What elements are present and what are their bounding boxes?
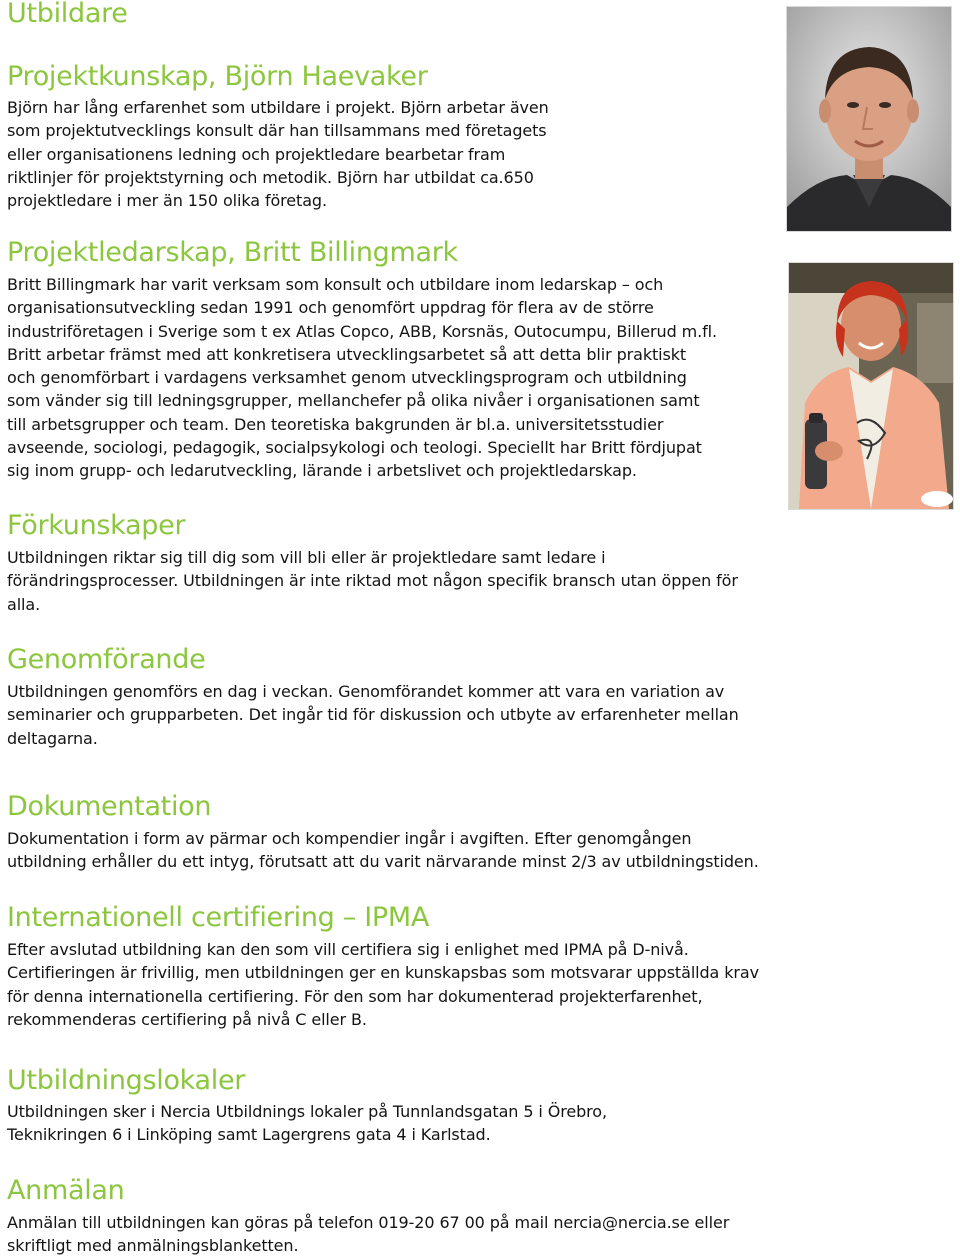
section-body-anmalan (7, 1211, 729, 1258)
text-line: som projektutvecklings konsult där han tillsammans med företagets (7, 121, 547, 141)
page-title: Utbildare (7, 0, 128, 29)
text-line: Utbildningen sker i Nercia Utbildnings lokaler på Tunnlandsgatan 5 i Örebro, (7, 1102, 607, 1121)
text-line: Certifieringen är frivillig, men utbildningen ger en kunskapsbas som motsvarar uppställda krav (7, 963, 759, 983)
text-line: Efter avslutad utbildning kan den som vill certifiera sig i enlighet med IPMA på D-nivå. (7, 940, 689, 959)
text-line: Utbildningen genomförs en dag i veckan. Genomförandet kommer att vara en variation av (7, 682, 725, 701)
text-line: alla. (7, 594, 41, 614)
section-heading-projektledarskap: Projektledarskap, Britt Billingmark (7, 237, 458, 268)
text-line: organisationsutveckling sedan 1991 och genomfört uppdrag för flera av de större (7, 298, 654, 318)
text-line: seminarier och grupparbeten. Det ingår tid för diskussion och utbyte av erfarenheter mellan (7, 705, 739, 725)
section-body-projektkunskap (7, 96, 549, 212)
section-heading-projektkunskap: Projektkunskap, Björn Haevaker (7, 61, 428, 92)
text-line: rekommenderas certifiering på nivå C eller B. (7, 1009, 367, 1029)
text-line: Björn har lång erfarenhet som utbildare i projekt. Björn arbetar även (7, 98, 549, 117)
text-line: eller organisationens ledning och projektledare bearbetar fram (7, 144, 506, 164)
text-line: utbildning erhåller du ett intyg, förutsatt att du varit närvarande minst 2/3 av utbildningstiden. (7, 852, 759, 872)
portrait-bjorn-image (787, 7, 951, 231)
section-body-dokumentation (7, 827, 759, 874)
text-line: Britt Billingmark har varit verksam som konsult och utbildare inom ledarskap – och (7, 275, 664, 294)
text-line: riktlinjer för projektstyrning och metodik. Björn har utbildat ca.650 (7, 167, 534, 187)
portrait-bjorn-photo (786, 6, 952, 232)
text-line: sig inom grupp- och ledarutveckling, lärande i arbetslivet och projektledarskap. (7, 461, 637, 481)
text-line: projektledare i mer än 150 olika företag. (7, 191, 327, 211)
portrait-britt-photo (788, 262, 954, 510)
text-line: för denna internationella certifiering. För den som har dokumenterad projekterfarenhet, (7, 986, 703, 1006)
text-line: Utbildningen riktar sig till dig som vill bli eller är projektledare samt ledare i (7, 548, 606, 567)
text-line: avseende, sociologi, pedagogik, socialpsykologi och teologi. Speciellt har Britt fördjupat (7, 438, 702, 458)
text-line: förändringsprocesser. Utbildningen är inte riktad mot någon specifik bransch utan öppen för (7, 571, 738, 591)
text-line: Teknikringen 6 i Linköping samt Lagergrens gata 4 i Karlstad. (7, 1125, 491, 1145)
section-body-certifiering (7, 938, 759, 1031)
section-heading-anmalan: Anmälan (7, 1175, 125, 1206)
text-line: Dokumentation i form av pärmar och kompendier ingår i avgiften. Efter genomgången (7, 829, 692, 848)
section-body-genomforande (7, 680, 739, 750)
section-body-forkunskaper (7, 546, 738, 616)
text-line: till arbetsgrupper och team. Den teoretiska bakgrunden är bl.a. universitetsstudier (7, 414, 664, 434)
section-heading-certifiering: Internationell certifiering – IPMA (7, 902, 430, 933)
text-line: skriftligt med anmälningsblanketten. (7, 1236, 299, 1256)
section-body-lokaler (7, 1100, 607, 1147)
section-heading-genomforande: Genomförande (7, 644, 206, 675)
section-heading-dokumentation: Dokumentation (7, 791, 212, 822)
text-line: och genomförbart i vardagens verksamhet genom utvecklingsprogram och utbildning (7, 368, 687, 388)
section-body-projektledarskap (7, 273, 717, 483)
text-line: Britt arbetar främst med att konkretisera utvecklingsarbetet så att detta blir praktiskt (7, 344, 687, 364)
section-heading-forkunskaper: Förkunskaper (7, 510, 186, 541)
portrait-britt-image (789, 263, 953, 509)
text-line: industriföretagen i Sverige som t ex Atlas Copco, ABB, Korsnäs, Outocumpu, Billerud m.fl. (7, 321, 717, 341)
text-line: deltagarna. (7, 728, 98, 748)
section-heading-lokaler: Utbildningslokaler (7, 1065, 246, 1096)
text-line: Anmälan till utbildningen kan göras på telefon 019-20 67 00 på mail nercia@nercia.se eller (7, 1213, 730, 1232)
text-line: som vänder sig till ledningsgrupper, mellanchefer på olika nivåer i organisationen samt (7, 391, 700, 411)
